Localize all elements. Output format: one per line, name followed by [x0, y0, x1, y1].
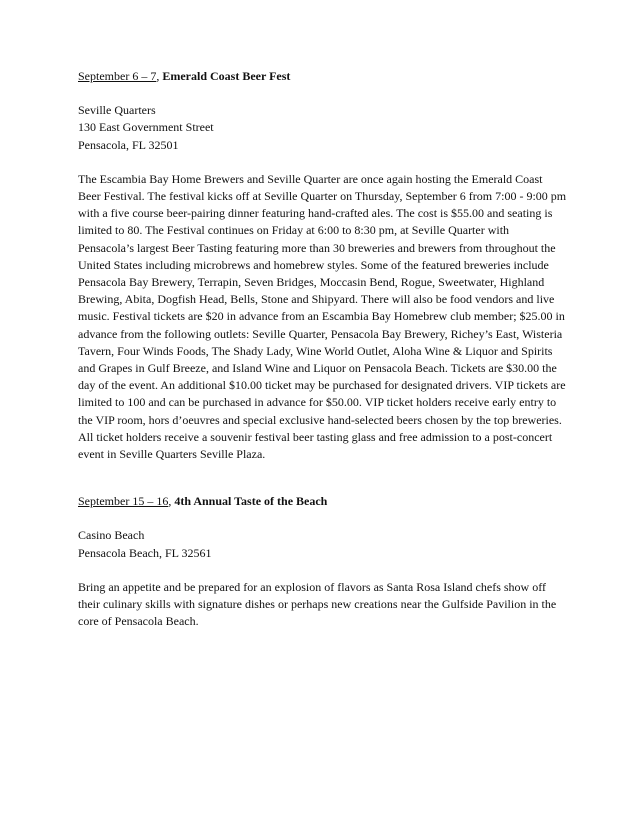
venue-name: Seville Quarters	[78, 103, 156, 118]
city-state-zip: Pensacola, FL 32501	[78, 137, 179, 152]
heading-separator: ,	[168, 494, 175, 509]
city-state-zip: Pensacola Beach, FL 32561	[78, 545, 212, 560]
event-address	[78, 527, 568, 561]
venue-name: Casino Beach	[78, 528, 145, 543]
event-emerald-coast-beer-fest	[78, 68, 568, 463]
event-heading	[78, 68, 568, 85]
event-title: 4th Annual Taste of the Beach	[174, 494, 328, 509]
event-date: September 15 – 16	[78, 494, 169, 509]
heading-separator: ,	[156, 69, 163, 83]
document-page	[78, 68, 568, 630]
event-description: The Escambia Bay Home Brewers and Seville Quarter are once again hosting the Emerald Coast Beer Festival. The festival kicks off at Seville Quarter on Thursday, September 6 from 7:00 - 9:00 pm with a five course beer-pairing dinner featuring hand-crafted ales. The cost is $55.00 and seating is limited to 80. The Festival continues on Friday at 6:00 to 8:30 pm, at Seville Quarter with Pensacola’s largest Beer Tasting featuring more than 30 breweries and brewers from throughout the United States including microbrews and homebrew styles. Some of the featured breweries include Pensacola Bay Brewery, Terrapin, Seven Bridges, Moccasin Bend, Rogue, Sweetwater, Highland Brewing, Abita, Dogfish Head, Bells, Stone and Shipyard. There will also be food vendors and live music. Festival tickets are $20 in advance from an Escambia Bay Homebrew club member; $25.00 in advance from the following outlets: Seville Quarter, Pensacola Bay Brewery, Richey’s East, Wisteria Tavern, Four Winds Foods, The Shady Lady, Wine World Outlet, Aloha Wine & Liquor and Spirits and Grapes in Gulf Breeze, and Island Wine and Liquor on Pensacola Beach. Tickets are $30.00 the day of the event. An additional $10.00 ticket may be purchased for designated drivers. VIP tickets are limited to 100 and can be purchased in advance for $50.00. VIP ticket holders receive early entry to the VIP room, hors d’oeuvres and special exclusive hand-selected beers chosen by the top breweries. All ticket holders receive a souvenir festival beer tasting glass and free admission to a post-concert event in Seville Quarters Seville Plaza.	[78, 171, 567, 462]
street-address: 130 East Government Street	[78, 120, 214, 135]
event-taste-of-the-beach	[78, 493, 568, 630]
event-address	[78, 102, 568, 154]
event-heading	[78, 493, 568, 510]
event-description: Bring an appetite and be prepared for an explosion of flavors as Santa Rosa Island chefs show off their culinary skills with signature dishes or perhaps new creations near the Gulfside Pavilion in the core of Pensacola Beach.	[78, 579, 557, 629]
event-date: September 6 – 7	[78, 69, 157, 83]
event-title: Emerald Coast Beer Fest	[162, 69, 291, 83]
